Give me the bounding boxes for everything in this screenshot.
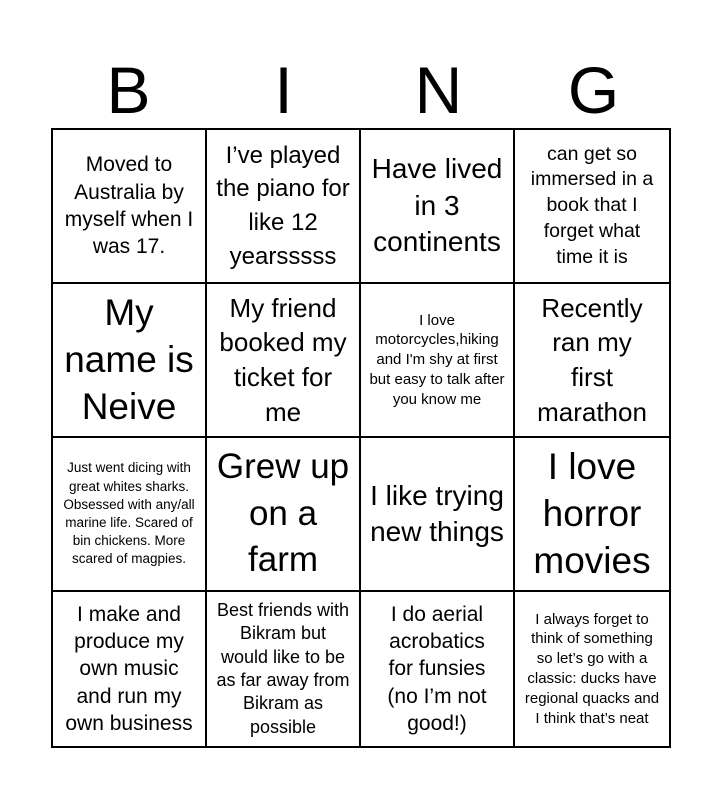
bingo-cell-r1c3[interactable] — [361, 130, 515, 284]
bingo-cell-text: My friend booked my ticket for me — [219, 292, 347, 427]
bingo-cell-r3c2[interactable] — [207, 438, 361, 592]
bingo-header — [51, 52, 671, 128]
bingo-cell-r2c4[interactable] — [515, 284, 669, 438]
bingo-board — [51, 128, 671, 748]
bingo-cell-text: Moved to Australia by myself when I was 17. — [64, 153, 194, 259]
header-letter-i: I — [274, 53, 293, 127]
bingo-cell-text: I like trying new things — [370, 479, 504, 547]
bingo-cell-r2c1[interactable] — [53, 284, 207, 438]
bingo-cell-r3c1[interactable] — [53, 438, 207, 592]
bingo-cell-r4c4[interactable] — [515, 592, 669, 746]
bingo-cell-r4c2[interactable] — [207, 592, 361, 746]
bingo-cell-r3c3[interactable] — [361, 438, 515, 592]
bingo-cell-text: Recently ran my first marathon — [537, 292, 647, 427]
bingo-cell-text: I love motorcycles,hiking and I'm shy at first but easy to talk after you know me — [369, 311, 505, 408]
bingo-cell-r1c2[interactable] — [207, 130, 361, 284]
bingo-cell-r2c2[interactable] — [207, 284, 361, 438]
bingo-cell-text: Best friends with Bikram but would like to be as far away from Bikram as possible — [216, 599, 350, 737]
bingo-cell-text: I’ve played the piano for like 12 yearsssss — [216, 141, 350, 270]
bingo-cell-text: Just went dicing with great whites sharks. Obsessed with any/all marine life. Scared of bin chickens. More scared of magpies. — [63, 460, 195, 567]
bingo-cell-r1c1[interactable] — [53, 130, 207, 284]
bingo-cell-text: I always forget to think of something so let’s go with a classic: ducks have regional quacks and I think that’s neat — [524, 610, 660, 727]
bingo-cell-text: I love horror movies — [533, 445, 651, 581]
bingo-cell-r2c3[interactable] — [361, 284, 515, 438]
bingo-cell-text: I do aerial acrobatics for funsies (no I’m not good!) — [387, 602, 487, 735]
bingo-cell-text: I make and produce my own music and run my own business — [65, 602, 193, 735]
header-letter-g: G — [567, 53, 620, 127]
bingo-cell-text: Have lived in 3 continents — [371, 153, 503, 258]
bingo-cell-r1c4[interactable] — [515, 130, 669, 284]
bingo-cell-text: My name is Neive — [64, 291, 194, 427]
bingo-cell-text: can get so immersed in a book that I forget what time it is — [530, 142, 654, 268]
bingo-cell-r4c3[interactable] — [361, 592, 515, 746]
header-letter-b: B — [106, 53, 151, 127]
bingo-cell-r3c4[interactable] — [515, 438, 669, 592]
bingo-cell-text: Grew up on a farm — [216, 447, 350, 580]
header-letter-n: N — [414, 53, 463, 127]
bingo-cell-r4c1[interactable] — [53, 592, 207, 746]
